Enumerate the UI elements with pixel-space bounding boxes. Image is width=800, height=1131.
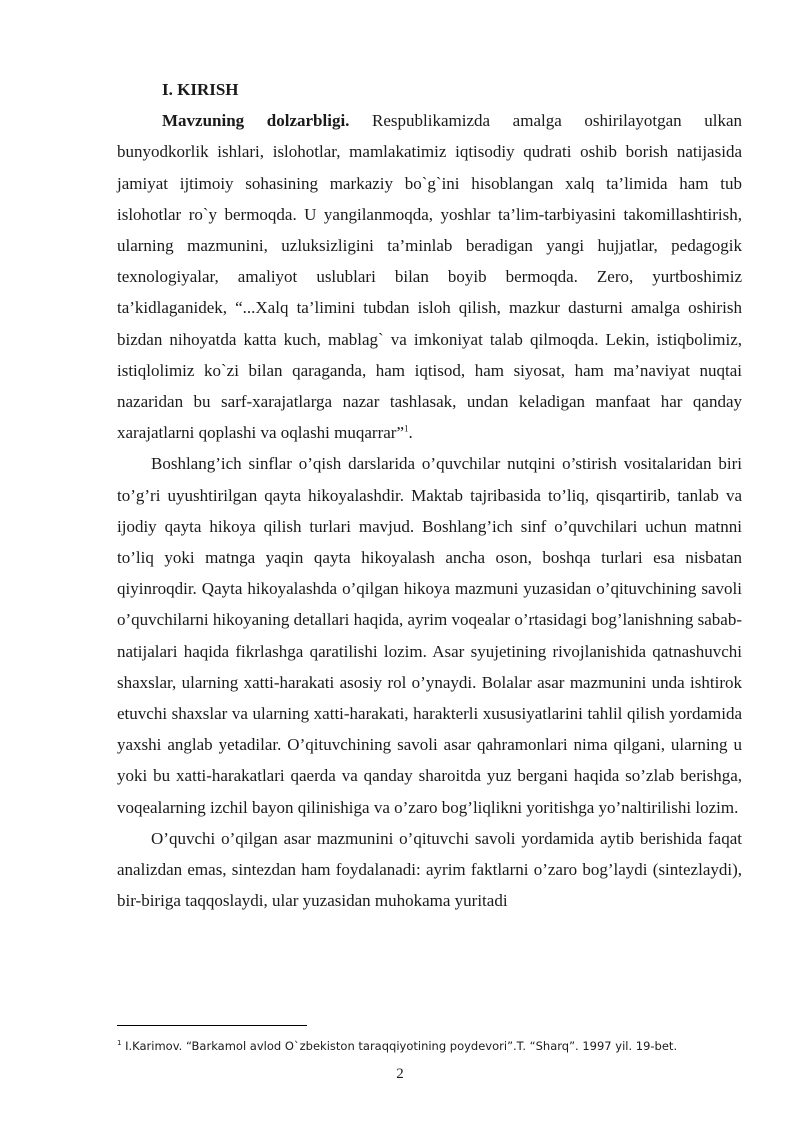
page-number: 2 <box>396 1066 404 1082</box>
footnote-separator <box>117 1025 307 1026</box>
main-text <box>117 74 742 916</box>
footnote-reference[interactable]: 1 <box>404 423 409 434</box>
section-heading: I. KIRISH <box>162 80 239 99</box>
paragraph-1-text: Respublikamizda amalga oshirilayotgan ulkan bunyodkorlik ishlari, islohotlar, mamlakatimiz iqtisodiy qudrati oshib borish natijasida jamiyat ijtimoiy sohasining markaziy bo`g`ini hisoblangan xalq ta’limida ham tub islohotlar ro`y bermoqda. U yangilanmoqda, yoshlar ta’lim-tarbiyasini takomillashtirish, ularning mazmunini, uzluksizligini ta’minlab beradigan yangi hujjatlar, pedagogik texnologiyalar, amaliyot uslublari bilan boyib bermoqda. Zero, yurtboshimiz ta’kidlaganidek, “...Xalq ta’limini tubdan isloh qilish, mazkur dasturni amalga oshirish bizdan nihoyatda katta kuch, mablag` va imkoniyat talab qilmoqda. Lekin, istiqbolimiz, istiqlolimiz ko`zi bilan qaraganda, ham iqtisod, ham siyosat, ham ma’naviyat nuqtai nazaridan bu sarf-xarajatlarga nazar tashlasak, undan keladigan manfaat har qanday xarajatlarni qoplashi va oqlashi muqarrar” <box>117 111 743 443</box>
paragraph-1 <box>117 105 742 448</box>
footnote-text: I.Karimov. “Barkamol avlod O`zbekiston taraqqiyotining poydevori”.T. “Sharq”. 1997 yil. 19-bet. <box>121 1039 678 1053</box>
footnote-marker: 1 <box>117 1039 122 1048</box>
paragraph-2: Boshlang’ich sinflar o’qish darslarida o’quvchilar nutqini o’stirish vositalaridan biri to’g’ri uyushtirilgan qayta hikoyalashdir. Maktab tajribasida to’liq, qisqartirib, tanlab va ijodiy qayta hikoya qilish turlari mavjud. Boshlang’ich sinf o’quvchilari uchun matnni to’liq yoki matnga yaqin qayta hikoyalash ancha oson, boshqa turlari esa nisbatan qiyinroqdir. Qayta hikoyalashda o’qilgan hikoya mazmuni yuzasidan o’qituvchining savoli o’quvchilarni hikoyaning detallari haqida, ayrim voqealar o’rtasidagi bog’lanishning sabab-natijalari haqida fikrlashga qaratilishi lozim. Asar syujetining rivojlanishida qatnashuvchi shaxslar, ularning xatti-harakati asosiy rol o’ynaydi. Bolalar asar mazmunini unda ishtirok etuvchi shaxslar va ularning xatti-harakati, harakterli xususiyatlarini tahlil qilish yordamida yaxshi anglab yetadilar. O’qituvchining savoli asar qahramonlari nima qilgani, ularning u yoki bu xatti-harakatlari qaerda va qanday sharoitda yuz bergani haqida so’zlab berishga, voqealarning izchil bayon qilinishiga va o’zaro bog’liqlikni yoritishga yo’naltirilishi lozim. <box>117 454 742 817</box>
paragraph-lead: Mavzuning dolzarbligi. <box>162 111 350 131</box>
footnote <box>117 1038 757 1054</box>
paragraph-1-end: . <box>408 423 413 443</box>
paragraph-3: O’quvchi o’qilgan asar mazmunini o’qituvchi savoli yordamida aytib berishida faqat analizdan emas, sintezdan ham foydalanadi: ayrim faktlarni o’zaro bog’laydi (sintezlaydi), bir-biriga taqqoslaydi, ular yuzasidan muhokama yuritadi <box>117 828 742 911</box>
